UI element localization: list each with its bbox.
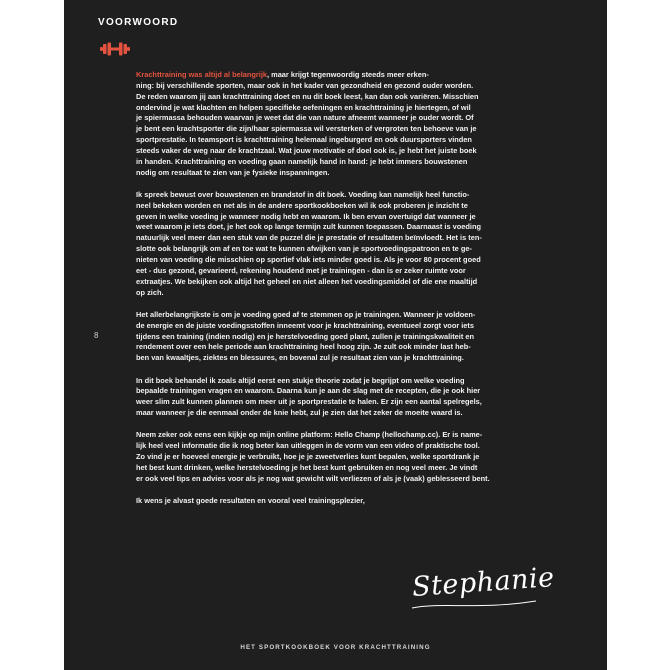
closing-line: Ik wens je alvast goede resultaten en vooral veel trainingsplezier, xyxy=(136,496,365,506)
paragraph-4: In dit boek behandel ik zoals altijd eerst een stukje theorie zodat je begrijpt om welke voeding bepaalde trainingen vragen en waarom. Daarna kun je aan de slag met de recepten, die je ook hier weer slim zult kunnen plannen om meer uit je sportprestatie te halen. Er zijn een aantal spelregels, maar wanneer je die eenmaal onder de knie hebt, zul je zien dat het zeker de moeite waard is. xyxy=(136,375,482,418)
paragraph-5: Neem zeker ook eens een kijkje op mijn online platform: Hello Champ (hellochamp.cc). Er is name- lijk heel veel informatie die ik nog beter kan uitleggen in de vorm van een video of praktische tool. Zo vind je er hoeveel energie je verbruikt, hoe je je zweetverlies kunt bepalen, welke sportdrank je het best kunt drinken, welke herstelvoeding je het best kunt gebruiken en nog veel meer. Je vindt er ook veel tips en advies voor als je nog wat gewicht wilt verliezen of als je (vaak) geblesseerd bent. xyxy=(136,430,490,483)
book-page xyxy=(64,0,607,670)
intro-highlight: Krachttraining was altijd al belangrijk xyxy=(136,70,268,79)
section-heading: VOORWOORD xyxy=(98,17,179,28)
signature: Stephanie xyxy=(411,562,556,603)
page-number: 8 xyxy=(94,331,99,340)
signature-swash xyxy=(410,598,538,612)
body-text xyxy=(136,70,544,519)
paragraph-3: Het allerbelangrijkste is om je voeding goed af te stemmen op je trainingen. Wanneer je voldoen- de energie en de juiste voedingsstoffen inneemt voor je krachttraining, eventueel zorgt voor iets tijdens een training (indien nodig) en je herstelvoeding goed plant, zullen je trainingskwaliteit en rendement over een hele periode aan krachttraining heel hoog zijn. Je zult ook minder last heb- ben van kwaaltjes, ziektes en blessures, en bovenal zul je resultaat zien van je krachttraining. xyxy=(136,309,476,363)
paragraph-2: Ik spreek bewust over bouwstenen en brandstof in dit boek. Voeding kan namelijk heel functio- neel bekeken worden en net als in de andere sportkookboeken wil ik ook proberen je inzicht te geven in welke voeding je wanneer nodig hebt en waarom. Ik ben ervan overtuigd dat wanneer je weet waarom je iets doet, je het ook op lange termijn zult kunnen toepassen. Daarnaast is voeding natuurlijk veel meer dan een stuk van de puzzel die je prestatie of resultaten beïnvloedt. Het is ten- slotte ook belangrijk om af en toe wat te kunnen afwijken van je sportvoedingspatroon en te ge- nieten van voeding die misschien op sportief vlak iets minder goed is. Als je voor 80 procent goed eet - dus gezond, gevarieerd, rekening houdend met je trainingen - dan is er zeker ruimte voor extraatjes. We bekijken ook altijd het geheel en niet alleen het voedingsmiddel of die ene maaltijd op zich. xyxy=(136,189,482,297)
intro-paragraph xyxy=(136,70,544,178)
dumbbell-icon xyxy=(100,42,130,56)
running-footer: HET SPORTKOOKBOEK VOOR KRACHTTRAINING xyxy=(240,644,431,651)
intro-text: , maar krijgt tegenwoordig steeds meer erken- ning: bij verschillende sporten, maar ook in het kader van gezondheid en gezond ouder worden. De reden waarom jij aan krachttraining doet en nu dit boek leest, kan dan ook variëren. Misschien ondervind je wat klachten en helpen specifieke oefeningen en krachttraining je hiertegen, of wil je spiermassa behouden waarvan je weet dat die van nature afneemt wanneer je ouder wordt. Of je bent een krachtsporter die zijn/haar spiermassa wil versterken of vergroten ten behoeve van je sportprestatie. In teamsport is krachttraining helemaal ingeburgerd en ook duursporters vinden steeds vaker de weg naar de krachtzaal. Wat jouw motivatie of doel ook is, je hebt het juiste boek in handen. Krachttraining en voeding gaan namelijk hand in hand: je hebt immers bouwstenen nodig om resultaat te zien van je fysieke inspanningen. xyxy=(136,70,479,177)
